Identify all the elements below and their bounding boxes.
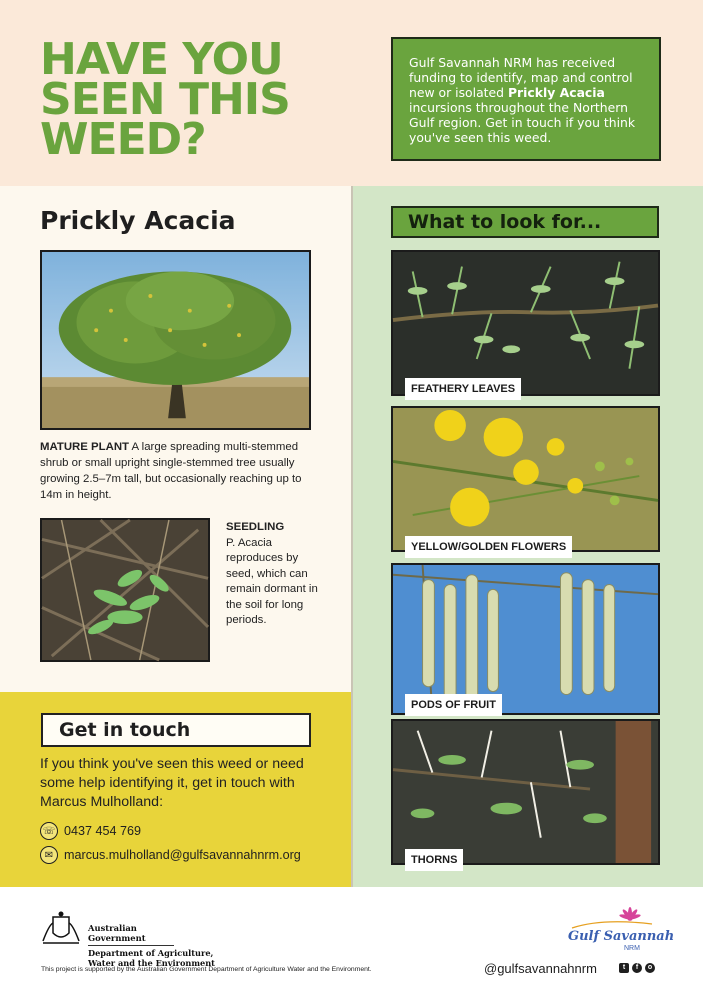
email-address[interactable]: marcus.mulholland@gulfsavannahnrm.org: [64, 848, 301, 862]
phone-line[interactable]: [40, 822, 141, 840]
headline: [40, 34, 380, 165]
email-icon: ✉: [40, 846, 58, 864]
contact-text: If you think you've seen this weed or need some help identifying it, get in touch with Marcus Mulholland:: [40, 756, 304, 810]
government-text: [88, 923, 215, 968]
seedling-description: [226, 520, 326, 629]
look-for-heading: What to look for...: [391, 206, 659, 238]
facebook-icon[interactable]: f: [632, 963, 642, 973]
twitter-icon[interactable]: t: [619, 963, 629, 973]
mature-plant-description: [40, 439, 318, 503]
headline-line-3: WEED?: [40, 114, 206, 165]
contact-heading: Get in touch: [41, 713, 311, 747]
seedling-text: P. Acacia reproduces by seed, which can remain dormant in the soil for long periods.: [226, 536, 318, 626]
thorns-photo: [391, 719, 660, 865]
tag-feathery-leaves: FEATHERY LEAVES: [405, 378, 521, 400]
logo-text-1: Gulf Savannah: [568, 929, 675, 944]
phone-icon: ☏: [40, 822, 58, 840]
phone-number[interactable]: 0437 454 769: [64, 824, 142, 838]
headline-line-2: SEEN THIS: [40, 74, 290, 125]
gov-line-1: Australian Government: [88, 923, 174, 946]
yellow-flowers-photo: [391, 406, 660, 552]
headline-line-1: HAVE YOU: [40, 34, 283, 85]
support-statement: This project is supported by the Australian Government Department of Agriculture Water and the Environment.: [41, 966, 372, 973]
tag-yellow-flowers: YELLOW/GOLDEN FLOWERS: [405, 536, 572, 558]
gov-line-3: Water and the Environment: [88, 958, 215, 968]
logo-text-2: NRM: [624, 945, 640, 952]
mature-plant-text: A large spreading multi-stemmed shrub or small upright single-stemmed tree usually growing 2.5–7m tall, but occasionally reaching up to 14m in height.: [40, 441, 302, 501]
intro-text-post: incursions throughout the Northern Gulf region. Get in touch if you think you've seen this weed.: [409, 100, 636, 145]
gov-line-2: Department of Agriculture,: [88, 948, 214, 958]
intro-text-bold: Prickly Acacia: [507, 85, 605, 100]
intro-text-pre: Gulf Savannah NRM has received funding to identify, map and control new or isolated: [409, 55, 633, 100]
australian-government-crest-icon: [39, 911, 83, 947]
mature-plant-photo: [40, 250, 311, 430]
instagram-icon[interactable]: o: [645, 963, 655, 973]
mature-plant-label: MATURE PLANT: [40, 441, 130, 453]
social-handle[interactable]: @gulfsavannahnrm: [484, 961, 597, 976]
social-icons: [619, 963, 655, 973]
feathery-leaves-photo: [391, 250, 660, 396]
gulf-savannah-nrm-logo: [562, 904, 675, 954]
plant-title: Prickly Acacia: [40, 206, 236, 235]
pods-photo: [391, 563, 660, 715]
seedling-photo: [40, 518, 210, 662]
intro-box: [391, 37, 661, 161]
seedling-label: SEEDLING: [226, 521, 285, 533]
column-divider: [351, 186, 353, 887]
tag-pods-of-fruit: PODS OF FRUIT: [405, 694, 502, 716]
tag-thorns: THORNS: [405, 849, 463, 871]
email-line[interactable]: [40, 846, 301, 864]
